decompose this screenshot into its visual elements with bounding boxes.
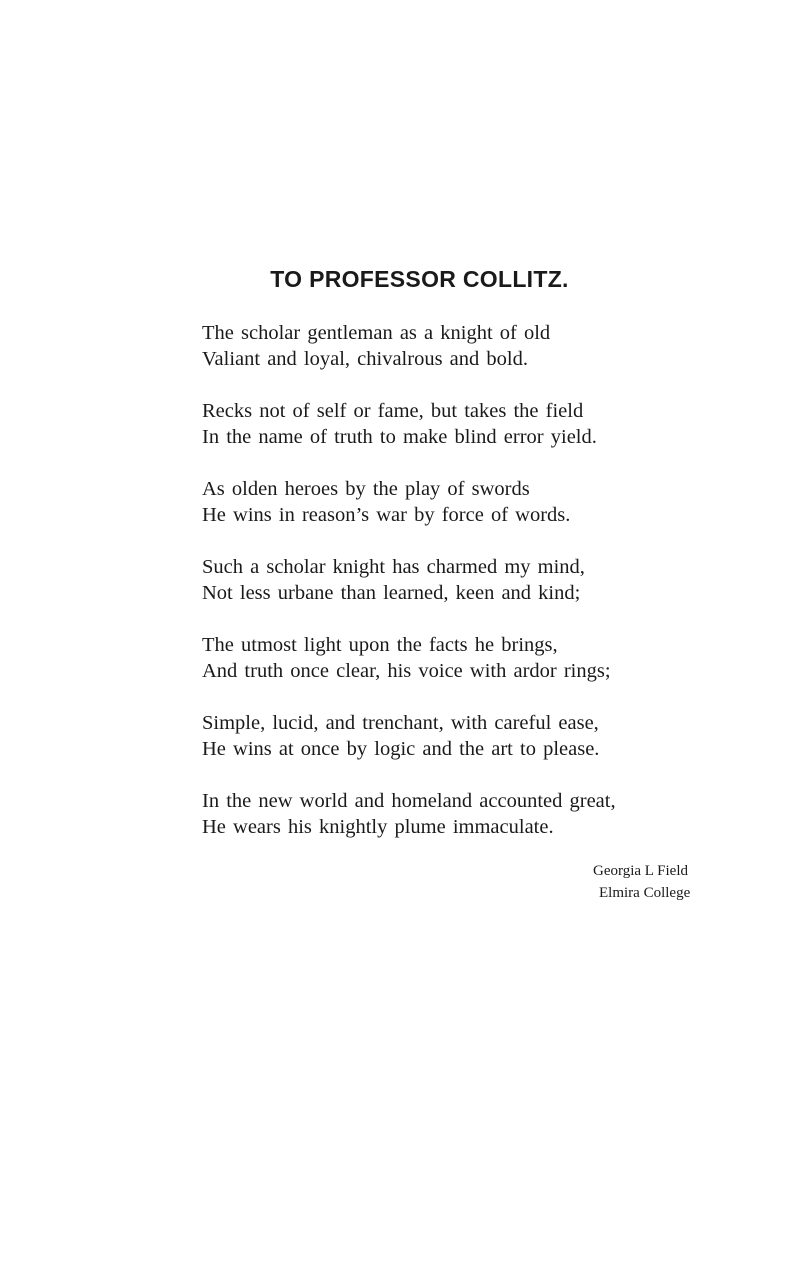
poem-line: In the name of truth to make blind error yield. <box>202 426 597 448</box>
poem-line: Valiant and loyal, chivalrous and bold. <box>202 348 528 370</box>
stanza <box>202 554 682 606</box>
stanza <box>202 320 682 372</box>
poem-line: The utmost light upon the facts he brings, <box>202 634 558 656</box>
poem-line: Such a scholar knight has charmed my mind, <box>202 556 585 578</box>
poem-line: In the new world and homeland accounted great, <box>202 790 616 812</box>
poem-line: As olden heroes by the play of swords <box>202 478 530 500</box>
stanza <box>202 398 682 450</box>
stanza <box>202 710 682 762</box>
poem-line: He wins at once by logic and the art to please. <box>202 738 600 760</box>
poem-line: Simple, lucid, and trenchant, with careful ease, <box>202 712 599 734</box>
poem-line: Not less urbane than learned, keen and kind; <box>202 582 581 604</box>
author-affiliation: Elmira College <box>599 885 691 901</box>
poem-line: He wins in reason’s war by force of words. <box>202 504 571 526</box>
stanza <box>202 476 682 528</box>
poem-title: TO PROFESSOR COLLITZ. <box>270 266 569 292</box>
poem-line: The scholar gentleman as a knight of old <box>202 322 551 344</box>
poem-body <box>202 320 682 866</box>
poem-line: He wears his knightly plume immaculate. <box>202 816 554 838</box>
author-name: Georgia L Field <box>593 863 688 879</box>
poem-line: Recks not of self or fame, but takes the field <box>202 400 584 422</box>
stanza <box>202 632 682 684</box>
stanza <box>202 788 682 840</box>
signature-block <box>593 860 690 904</box>
poem-line: And truth once clear, his voice with ardor rings; <box>202 660 611 682</box>
